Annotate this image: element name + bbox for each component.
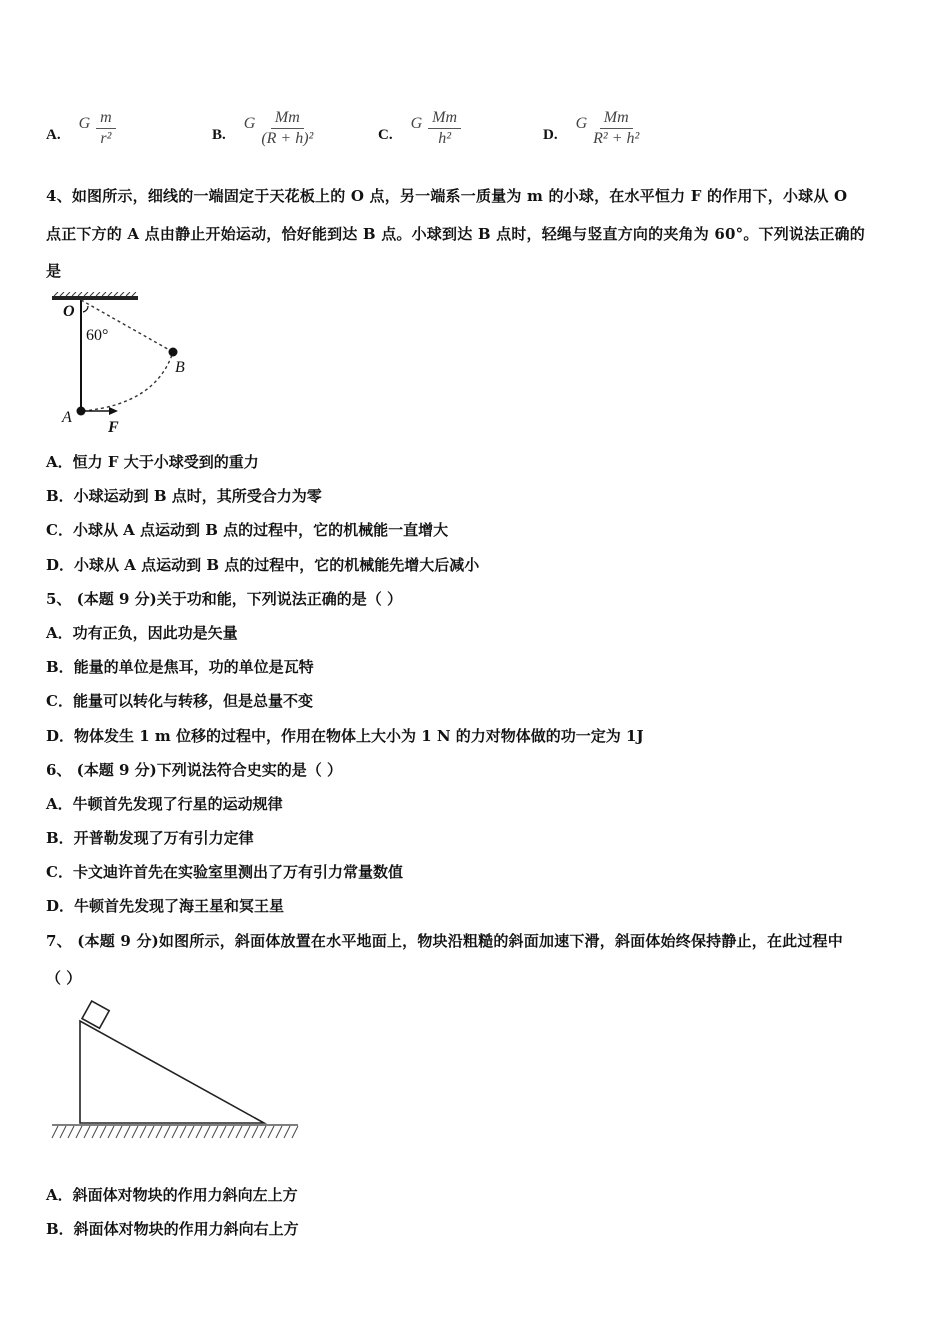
q6-stem: 6、 (本题 9 分)下列说法符合史实的是（ ） xyxy=(46,761,342,779)
q7-option-b: B．斜面体对物块的作用力斜向右上方 xyxy=(46,1220,299,1238)
q3-option-b-g: G xyxy=(243,115,256,132)
q6-option-d: D．牛顿首先发现了海王星和冥王星 xyxy=(46,897,285,915)
q3-option-b-numerator: Mm xyxy=(271,109,304,129)
ground-hatch xyxy=(52,1126,298,1138)
q5-option-d: D．物体发生 1 m 位移的过程中，作用在物体上大小为 1 N 的力对物体做的功一定为 1J xyxy=(46,727,644,745)
q3-option-b-fraction xyxy=(261,109,313,148)
q4-stem-line-3: 是 xyxy=(46,262,62,280)
angle-arc xyxy=(83,306,88,312)
q5-stem: 5、 (本题 9 分)关于功和能，下列说法正确的是（ ） xyxy=(46,590,402,608)
q4-option-d: D．小球从 A 点运动到 B 点的过程中，它的机械能先增大后减小 xyxy=(46,556,480,574)
q3-option-d-numerator: Mm xyxy=(600,109,633,129)
ceiling-hatch xyxy=(54,292,136,296)
q3-option-a-g: G xyxy=(78,115,91,132)
q5-option-b: B．能量的单位是焦耳，功的单位是瓦特 xyxy=(46,658,314,676)
q4-stem-line-2: 点正下方的 A 点由静止开始运动，恰好能到达 B 点。小球到达 B 点时，轻绳与竖直方向的夹角为 60°。下列说法正确的 xyxy=(46,225,865,243)
q3-option-b-denominator: (R + h)² xyxy=(261,129,314,147)
q5-option-a: A．功有正负，因此功是矢量 xyxy=(46,624,238,642)
q3-option-c-g: G xyxy=(410,115,423,132)
label-b: B xyxy=(175,359,185,376)
q3-option-d-fraction xyxy=(593,109,639,148)
string-dashed-to-b xyxy=(81,300,173,352)
label-o: O xyxy=(63,303,75,320)
q3-option-d-denominator: R² + h² xyxy=(593,129,640,147)
ball-b xyxy=(169,348,178,357)
label-angle: 60° xyxy=(86,327,109,344)
q4-stem-line-1: 4、如图所示，细线的一端固定于天花板上的 O 点，另一端系一质量为 m 的小球，在水平恒力 F 的作用下，小球从 O xyxy=(46,187,848,205)
q3-option-a-fraction xyxy=(96,109,116,148)
q4-option-a: A．恒力 F 大于小球受到的重力 xyxy=(46,453,259,471)
incline-triangle xyxy=(80,1021,264,1123)
trajectory-arc xyxy=(83,352,173,411)
q3-option-b-label: B. xyxy=(212,126,226,143)
q3-option-c-fraction xyxy=(428,109,461,148)
q3-option-c-label: C. xyxy=(378,126,393,143)
q3-option-a-numerator: m xyxy=(96,109,116,129)
q7-incline-figure xyxy=(46,1000,308,1145)
q4-pendulum-figure xyxy=(46,292,206,437)
q3-option-c-denominator: h² xyxy=(438,129,451,147)
q3-option-c-numerator: Mm xyxy=(428,109,461,129)
q3-option-a-denominator: r² xyxy=(100,129,112,147)
q3-option-d-label: D. xyxy=(543,126,558,143)
q5-option-c: C．能量可以转化与转移，但是总量不变 xyxy=(46,692,313,710)
q6-option-b: B．开普勒发现了万有引力定律 xyxy=(46,829,254,847)
q3-option-a-label: A. xyxy=(46,126,61,143)
q3-option-c xyxy=(378,100,461,156)
q3-option-b xyxy=(212,100,313,156)
force-arrow-head xyxy=(109,407,118,415)
ceiling-bar xyxy=(52,296,138,300)
q7-stem-line-1: 7、 (本题 9 分)如图所示，斜面体放置在水平地面上，物块沿粗糙的斜面加速下滑，斜面体始终保持静止，在此过程中 xyxy=(46,932,843,950)
q7-stem-line-2: （ ） xyxy=(46,969,82,987)
q7-option-a: A．斜面体对物块的作用力斜向左上方 xyxy=(46,1186,298,1204)
q6-option-a: A．牛顿首先发现了行星的运动规律 xyxy=(46,795,283,813)
q6-option-c: C．卡文迪许首先在实验室里测出了万有引力常量数值 xyxy=(46,863,403,881)
label-a: A xyxy=(62,409,72,426)
q4-option-b: B．小球运动到 B 点时，其所受合力为零 xyxy=(46,487,322,505)
q4-option-c: C．小球从 A 点运动到 B 点的过程中，它的机械能一直增大 xyxy=(46,521,449,539)
q3-option-d-g: G xyxy=(575,115,588,132)
label-f: F xyxy=(108,419,119,436)
q3-option-a xyxy=(46,100,116,156)
q3-option-d xyxy=(543,100,639,156)
